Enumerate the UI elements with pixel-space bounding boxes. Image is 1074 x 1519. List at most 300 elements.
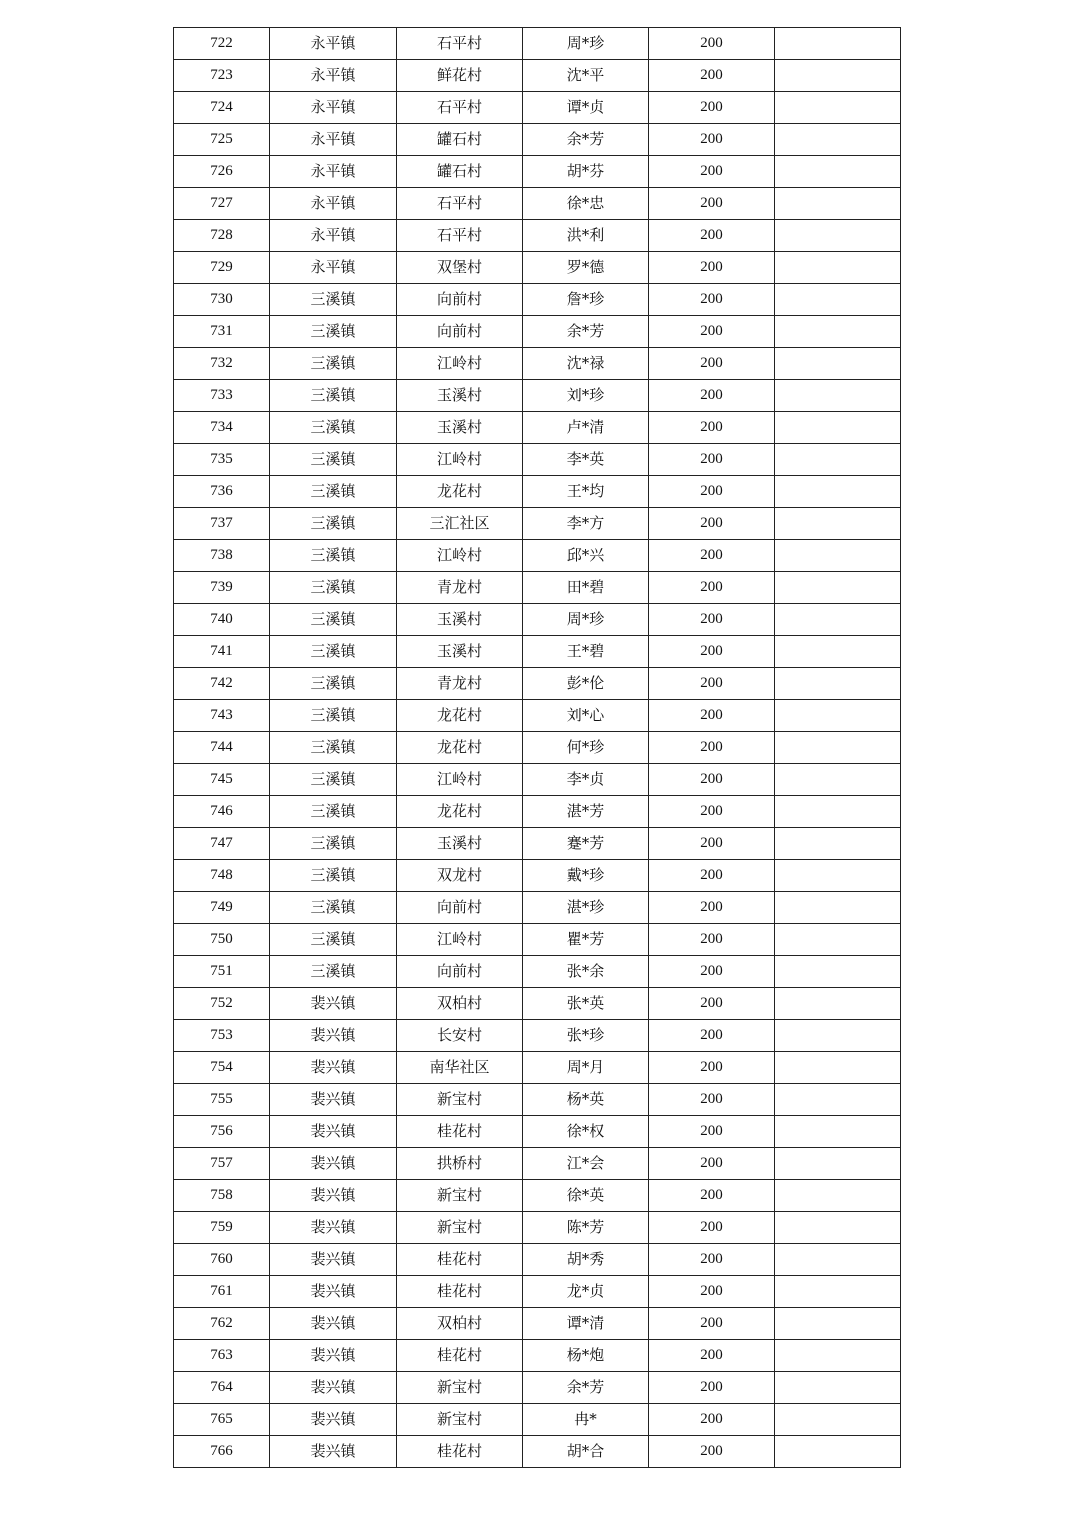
person-name-cell: 周*月 [523, 1052, 649, 1084]
village-cell: 龙花村 [397, 732, 523, 764]
person-name-cell: 谭*贞 [523, 92, 649, 124]
town-cell: 三溪镇 [270, 860, 397, 892]
table-row [174, 924, 901, 956]
note-cell [775, 124, 901, 156]
person-name-cell: 王*均 [523, 476, 649, 508]
person-name-cell: 余*芳 [523, 316, 649, 348]
town-cell: 裴兴镇 [270, 1340, 397, 1372]
town-cell: 三溪镇 [270, 476, 397, 508]
table-row [174, 444, 901, 476]
serial-number-cell: 731 [174, 316, 270, 348]
table-row [174, 604, 901, 636]
amount-cell: 200 [649, 572, 775, 604]
village-cell: 玉溪村 [397, 380, 523, 412]
person-name-cell: 余*芳 [523, 1372, 649, 1404]
amount-cell: 200 [649, 28, 775, 60]
village-cell: 江岭村 [397, 764, 523, 796]
serial-number-cell: 726 [174, 156, 270, 188]
amount-cell: 200 [649, 700, 775, 732]
table-row [174, 1244, 901, 1276]
person-name-cell: 江*会 [523, 1148, 649, 1180]
amount-cell: 200 [649, 412, 775, 444]
note-cell [775, 700, 901, 732]
person-name-cell: 瞿*芳 [523, 924, 649, 956]
serial-number-cell: 757 [174, 1148, 270, 1180]
amount-cell: 200 [649, 444, 775, 476]
amount-cell: 200 [649, 988, 775, 1020]
table-row [174, 348, 901, 380]
town-cell: 三溪镇 [270, 444, 397, 476]
village-cell: 石平村 [397, 220, 523, 252]
village-cell: 龙花村 [397, 796, 523, 828]
amount-cell: 200 [649, 156, 775, 188]
roster-sheet [173, 27, 900, 1468]
village-cell: 新宝村 [397, 1180, 523, 1212]
note-cell [775, 1212, 901, 1244]
village-cell: 玉溪村 [397, 828, 523, 860]
person-name-cell: 田*碧 [523, 572, 649, 604]
village-cell: 龙花村 [397, 700, 523, 732]
village-cell: 三汇社区 [397, 508, 523, 540]
note-cell [775, 764, 901, 796]
village-cell: 罐石村 [397, 156, 523, 188]
village-cell: 向前村 [397, 284, 523, 316]
village-cell: 玉溪村 [397, 412, 523, 444]
village-cell: 双龙村 [397, 860, 523, 892]
table-row [174, 732, 901, 764]
village-cell: 桂花村 [397, 1340, 523, 1372]
person-name-cell: 徐*权 [523, 1116, 649, 1148]
amount-cell: 200 [649, 668, 775, 700]
table-row [174, 956, 901, 988]
note-cell [775, 1116, 901, 1148]
serial-number-cell: 749 [174, 892, 270, 924]
town-cell: 三溪镇 [270, 764, 397, 796]
table-row [174, 1308, 901, 1340]
person-name-cell: 胡*秀 [523, 1244, 649, 1276]
serial-number-cell: 733 [174, 380, 270, 412]
town-cell: 三溪镇 [270, 284, 397, 316]
village-cell: 向前村 [397, 956, 523, 988]
town-cell: 三溪镇 [270, 892, 397, 924]
village-cell: 双柏村 [397, 988, 523, 1020]
serial-number-cell: 741 [174, 636, 270, 668]
person-name-cell: 湛*珍 [523, 892, 649, 924]
amount-cell: 200 [649, 508, 775, 540]
amount-cell: 200 [649, 188, 775, 220]
table-row [174, 316, 901, 348]
note-cell [775, 956, 901, 988]
note-cell [775, 444, 901, 476]
person-name-cell: 李*贞 [523, 764, 649, 796]
note-cell [775, 1276, 901, 1308]
table-row [174, 1148, 901, 1180]
table-row [174, 476, 901, 508]
amount-cell: 200 [649, 732, 775, 764]
serial-number-cell: 722 [174, 28, 270, 60]
person-name-cell: 卢*清 [523, 412, 649, 444]
town-cell: 三溪镇 [270, 508, 397, 540]
town-cell: 永平镇 [270, 188, 397, 220]
serial-number-cell: 740 [174, 604, 270, 636]
person-name-cell: 陈*芳 [523, 1212, 649, 1244]
table-row [174, 860, 901, 892]
town-cell: 裴兴镇 [270, 1052, 397, 1084]
table-row [174, 1404, 901, 1436]
amount-cell: 200 [649, 1276, 775, 1308]
table-row [174, 380, 901, 412]
serial-number-cell: 746 [174, 796, 270, 828]
village-cell: 桂花村 [397, 1244, 523, 1276]
note-cell [775, 92, 901, 124]
amount-cell: 200 [649, 1212, 775, 1244]
note-cell [775, 1020, 901, 1052]
roster-table-body [174, 28, 901, 1468]
village-cell: 新宝村 [397, 1372, 523, 1404]
amount-cell: 200 [649, 252, 775, 284]
table-row [174, 1020, 901, 1052]
amount-cell: 200 [649, 764, 775, 796]
amount-cell: 200 [649, 476, 775, 508]
village-cell: 向前村 [397, 316, 523, 348]
serial-number-cell: 755 [174, 1084, 270, 1116]
note-cell [775, 412, 901, 444]
serial-number-cell: 729 [174, 252, 270, 284]
village-cell: 新宝村 [397, 1404, 523, 1436]
table-row [174, 700, 901, 732]
person-name-cell: 冉* [523, 1404, 649, 1436]
serial-number-cell: 736 [174, 476, 270, 508]
person-name-cell: 周*珍 [523, 604, 649, 636]
note-cell [775, 828, 901, 860]
person-name-cell: 罗*德 [523, 252, 649, 284]
serial-number-cell: 762 [174, 1308, 270, 1340]
table-row [174, 1180, 901, 1212]
town-cell: 三溪镇 [270, 316, 397, 348]
note-cell [775, 860, 901, 892]
serial-number-cell: 732 [174, 348, 270, 380]
person-name-cell: 李*英 [523, 444, 649, 476]
note-cell [775, 316, 901, 348]
note-cell [775, 284, 901, 316]
note-cell [775, 1308, 901, 1340]
town-cell: 三溪镇 [270, 700, 397, 732]
table-row [174, 892, 901, 924]
note-cell [775, 732, 901, 764]
amount-cell: 200 [649, 1052, 775, 1084]
village-cell: 江岭村 [397, 924, 523, 956]
serial-number-cell: 723 [174, 60, 270, 92]
table-row [174, 540, 901, 572]
person-name-cell: 刘*心 [523, 700, 649, 732]
table-row [174, 508, 901, 540]
town-cell: 裴兴镇 [270, 988, 397, 1020]
serial-number-cell: 734 [174, 412, 270, 444]
person-name-cell: 胡*芬 [523, 156, 649, 188]
table-row [174, 1276, 901, 1308]
table-row [174, 828, 901, 860]
table-row [174, 60, 901, 92]
person-name-cell: 徐*忠 [523, 188, 649, 220]
person-name-cell: 洪*利 [523, 220, 649, 252]
town-cell: 永平镇 [270, 252, 397, 284]
note-cell [775, 508, 901, 540]
serial-number-cell: 764 [174, 1372, 270, 1404]
town-cell: 三溪镇 [270, 380, 397, 412]
serial-number-cell: 727 [174, 188, 270, 220]
amount-cell: 200 [649, 380, 775, 412]
village-cell: 石平村 [397, 28, 523, 60]
note-cell [775, 252, 901, 284]
person-name-cell: 杨*炮 [523, 1340, 649, 1372]
village-cell: 桂花村 [397, 1276, 523, 1308]
amount-cell: 200 [649, 1116, 775, 1148]
person-name-cell: 何*珍 [523, 732, 649, 764]
serial-number-cell: 735 [174, 444, 270, 476]
note-cell [775, 220, 901, 252]
serial-number-cell: 745 [174, 764, 270, 796]
serial-number-cell: 750 [174, 924, 270, 956]
serial-number-cell: 766 [174, 1436, 270, 1468]
amount-cell: 200 [649, 92, 775, 124]
town-cell: 三溪镇 [270, 924, 397, 956]
village-cell: 双柏村 [397, 1308, 523, 1340]
town-cell: 永平镇 [270, 92, 397, 124]
serial-number-cell: 738 [174, 540, 270, 572]
serial-number-cell: 763 [174, 1340, 270, 1372]
town-cell: 三溪镇 [270, 572, 397, 604]
table-row [174, 1052, 901, 1084]
town-cell: 三溪镇 [270, 636, 397, 668]
table-row [174, 252, 901, 284]
village-cell: 南华社区 [397, 1052, 523, 1084]
note-cell [775, 476, 901, 508]
amount-cell: 200 [649, 348, 775, 380]
roster-table [173, 27, 901, 1468]
person-name-cell: 沈*禄 [523, 348, 649, 380]
serial-number-cell: 730 [174, 284, 270, 316]
table-row [174, 412, 901, 444]
note-cell [775, 1180, 901, 1212]
town-cell: 三溪镇 [270, 412, 397, 444]
village-cell: 桂花村 [397, 1436, 523, 1468]
table-row [174, 156, 901, 188]
amount-cell: 200 [649, 1340, 775, 1372]
serial-number-cell: 758 [174, 1180, 270, 1212]
serial-number-cell: 756 [174, 1116, 270, 1148]
amount-cell: 200 [649, 892, 775, 924]
note-cell [775, 924, 901, 956]
serial-number-cell: 765 [174, 1404, 270, 1436]
note-cell [775, 796, 901, 828]
village-cell: 玉溪村 [397, 636, 523, 668]
town-cell: 裴兴镇 [270, 1180, 397, 1212]
note-cell [775, 892, 901, 924]
serial-number-cell: 754 [174, 1052, 270, 1084]
table-row [174, 124, 901, 156]
village-cell: 玉溪村 [397, 604, 523, 636]
town-cell: 永平镇 [270, 60, 397, 92]
note-cell [775, 1148, 901, 1180]
village-cell: 罐石村 [397, 124, 523, 156]
town-cell: 裴兴镇 [270, 1404, 397, 1436]
town-cell: 三溪镇 [270, 348, 397, 380]
table-row [174, 988, 901, 1020]
serial-number-cell: 759 [174, 1212, 270, 1244]
village-cell: 青龙村 [397, 572, 523, 604]
table-row [174, 1340, 901, 1372]
note-cell [775, 572, 901, 604]
person-name-cell: 彭*伦 [523, 668, 649, 700]
amount-cell: 200 [649, 1436, 775, 1468]
note-cell [775, 1052, 901, 1084]
serial-number-cell: 752 [174, 988, 270, 1020]
person-name-cell: 刘*珍 [523, 380, 649, 412]
note-cell [775, 668, 901, 700]
amount-cell: 200 [649, 284, 775, 316]
town-cell: 永平镇 [270, 156, 397, 188]
town-cell: 永平镇 [270, 124, 397, 156]
note-cell [775, 60, 901, 92]
town-cell: 三溪镇 [270, 540, 397, 572]
village-cell: 向前村 [397, 892, 523, 924]
person-name-cell: 胡*合 [523, 1436, 649, 1468]
town-cell: 三溪镇 [270, 796, 397, 828]
note-cell [775, 188, 901, 220]
person-name-cell: 王*碧 [523, 636, 649, 668]
town-cell: 裴兴镇 [270, 1116, 397, 1148]
serial-number-cell: 747 [174, 828, 270, 860]
person-name-cell: 湛*芳 [523, 796, 649, 828]
table-row [174, 1116, 901, 1148]
table-row [174, 668, 901, 700]
amount-cell: 200 [649, 316, 775, 348]
serial-number-cell: 744 [174, 732, 270, 764]
town-cell: 三溪镇 [270, 732, 397, 764]
village-cell: 江岭村 [397, 444, 523, 476]
amount-cell: 200 [649, 604, 775, 636]
serial-number-cell: 737 [174, 508, 270, 540]
table-row [174, 636, 901, 668]
serial-number-cell: 728 [174, 220, 270, 252]
person-name-cell: 张*英 [523, 988, 649, 1020]
village-cell: 石平村 [397, 188, 523, 220]
town-cell: 三溪镇 [270, 956, 397, 988]
note-cell [775, 1404, 901, 1436]
person-name-cell: 徐*英 [523, 1180, 649, 1212]
person-name-cell: 戴*珍 [523, 860, 649, 892]
person-name-cell: 沈*平 [523, 60, 649, 92]
town-cell: 永平镇 [270, 220, 397, 252]
town-cell: 裴兴镇 [270, 1212, 397, 1244]
person-name-cell: 张*珍 [523, 1020, 649, 1052]
person-name-cell: 周*珍 [523, 28, 649, 60]
note-cell [775, 540, 901, 572]
town-cell: 裴兴镇 [270, 1020, 397, 1052]
village-cell: 龙花村 [397, 476, 523, 508]
note-cell [775, 348, 901, 380]
table-row [174, 1084, 901, 1116]
table-row [174, 220, 901, 252]
town-cell: 永平镇 [270, 28, 397, 60]
village-cell: 青龙村 [397, 668, 523, 700]
table-row [174, 764, 901, 796]
note-cell [775, 636, 901, 668]
note-cell [775, 1084, 901, 1116]
person-name-cell: 谭*清 [523, 1308, 649, 1340]
amount-cell: 200 [649, 124, 775, 156]
town-cell: 三溪镇 [270, 828, 397, 860]
table-row [174, 284, 901, 316]
amount-cell: 200 [649, 1180, 775, 1212]
table-row [174, 1436, 901, 1468]
village-cell: 双堡村 [397, 252, 523, 284]
amount-cell: 200 [649, 1020, 775, 1052]
serial-number-cell: 725 [174, 124, 270, 156]
person-name-cell: 詹*珍 [523, 284, 649, 316]
note-cell [775, 156, 901, 188]
serial-number-cell: 739 [174, 572, 270, 604]
table-row [174, 92, 901, 124]
amount-cell: 200 [649, 828, 775, 860]
town-cell: 裴兴镇 [270, 1372, 397, 1404]
note-cell [775, 380, 901, 412]
amount-cell: 200 [649, 220, 775, 252]
town-cell: 三溪镇 [270, 604, 397, 636]
serial-number-cell: 742 [174, 668, 270, 700]
table-row [174, 188, 901, 220]
note-cell [775, 988, 901, 1020]
note-cell [775, 1244, 901, 1276]
serial-number-cell: 751 [174, 956, 270, 988]
serial-number-cell: 743 [174, 700, 270, 732]
town-cell: 裴兴镇 [270, 1276, 397, 1308]
serial-number-cell: 724 [174, 92, 270, 124]
town-cell: 裴兴镇 [270, 1436, 397, 1468]
village-cell: 拱桥村 [397, 1148, 523, 1180]
amount-cell: 200 [649, 1084, 775, 1116]
amount-cell: 200 [649, 1308, 775, 1340]
amount-cell: 200 [649, 956, 775, 988]
note-cell [775, 1340, 901, 1372]
note-cell [775, 1436, 901, 1468]
town-cell: 裴兴镇 [270, 1308, 397, 1340]
person-name-cell: 张*余 [523, 956, 649, 988]
amount-cell: 200 [649, 1372, 775, 1404]
note-cell [775, 28, 901, 60]
serial-number-cell: 748 [174, 860, 270, 892]
village-cell: 桂花村 [397, 1116, 523, 1148]
person-name-cell: 邱*兴 [523, 540, 649, 572]
serial-number-cell: 760 [174, 1244, 270, 1276]
village-cell: 新宝村 [397, 1212, 523, 1244]
village-cell: 江岭村 [397, 348, 523, 380]
amount-cell: 200 [649, 860, 775, 892]
serial-number-cell: 761 [174, 1276, 270, 1308]
village-cell: 长安村 [397, 1020, 523, 1052]
person-name-cell: 李*方 [523, 508, 649, 540]
amount-cell: 200 [649, 1404, 775, 1436]
person-name-cell: 余*芳 [523, 124, 649, 156]
village-cell: 新宝村 [397, 1084, 523, 1116]
amount-cell: 200 [649, 924, 775, 956]
village-cell: 石平村 [397, 92, 523, 124]
amount-cell: 200 [649, 636, 775, 668]
table-row [174, 796, 901, 828]
person-name-cell: 龙*贞 [523, 1276, 649, 1308]
amount-cell: 200 [649, 60, 775, 92]
town-cell: 三溪镇 [270, 668, 397, 700]
